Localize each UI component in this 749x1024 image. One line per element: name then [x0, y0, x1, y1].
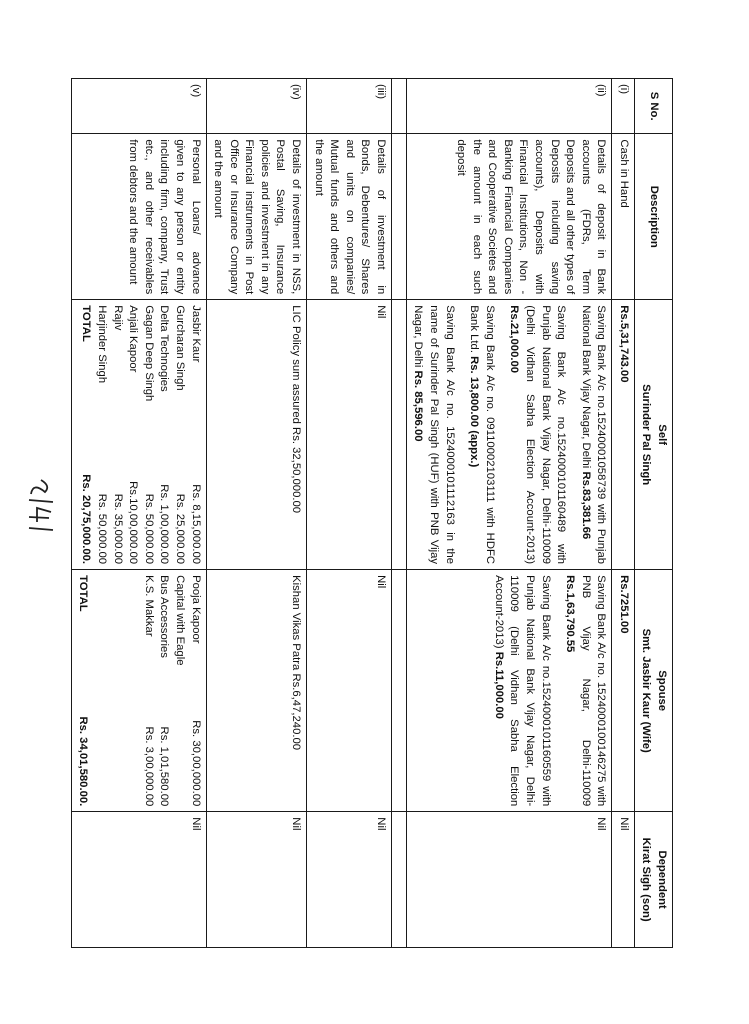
spouse-total-label: TOTAL [77, 575, 90, 612]
spouse-account-2 [490, 575, 552, 806]
loan-name: Gagan Deep Singh [142, 305, 155, 402]
header-row [634, 79, 672, 948]
self-loan-entry [140, 305, 156, 564]
self-account-2 [506, 305, 568, 564]
header-spouse [634, 570, 672, 812]
row-3-sno: (iii) [307, 79, 392, 134]
self-loan-entry [171, 305, 187, 564]
header-dependent-name: Kirat Sigh (son) [640, 837, 653, 922]
row-2-sno: (ii) [406, 79, 611, 134]
loan-amount: Rs. 3,00,000.00 [142, 726, 155, 807]
header-sno: S No. [634, 79, 672, 134]
loan-name: Bus Accessories [158, 575, 171, 658]
spouse-account-2-text: Saving Bank A/c no.1524000101160559 with Punjab National Bank Vijay Nagar, Delhi-110009 (Delhi Vidhan Sabha Election Account-2013) [492, 575, 552, 807]
loan-name: Jasbir Kaur [189, 305, 202, 363]
spouse-loan-entry [140, 575, 156, 806]
loan-amount: Rs.10,00,000.00 [127, 481, 140, 565]
self-account-3-amount: Rs. 13,800.00 (appx.) [468, 356, 481, 468]
loan-name: Delta Technogies [158, 305, 171, 392]
row-4-self: LIC Policy sum assured Rs. 32,50,000.00 [206, 300, 306, 570]
row-4-spouse: Kishan Vikas Patra Rs.6,47,240.00 [206, 570, 306, 812]
self-total-label: TOTAL [80, 305, 93, 342]
spacer-cell [391, 134, 406, 300]
self-account-4-amount: Rs. 85,596.00 [412, 370, 425, 442]
loan-name: Gurcharan Singh [173, 305, 186, 391]
handwritten-page-number [23, 472, 63, 552]
self-loan-entry [94, 305, 110, 564]
self-account-1 [577, 305, 608, 564]
loan-amount: Rs. 25,000.00 [173, 493, 186, 565]
spouse-loans-total [75, 575, 91, 806]
row-5-self [71, 300, 206, 570]
self-loans-total [78, 305, 94, 564]
loan-name: Rajiv [111, 305, 124, 331]
loan-amount: Rs. 30,00,000.00 [189, 720, 202, 807]
row-2-description: Details of deposit in Bank accounts (FDRs, Term Deposits and all other types of Deposits including saving accounts), Deposits with Financial Institutions, Non - Banking Financial Companies and Cooperative Societes and the amount in each such deposit [406, 134, 611, 300]
self-account-4 [410, 305, 457, 564]
spouse-loan-entry [156, 575, 172, 806]
loan-name: Harjinder Singh [96, 305, 109, 384]
spouse-loans-gap [90, 575, 140, 806]
row-3-self: Nil [307, 300, 392, 570]
loan-name: Anjali Kapoor [127, 305, 140, 373]
self-account-3 [466, 305, 497, 564]
self-total-amount: Rs. 20,75,000.00. [80, 474, 93, 565]
spouse-account-1-amount: Rs.1,63,790.55 [564, 575, 577, 653]
row-2-spouse [406, 570, 611, 812]
self-loan-entry [125, 305, 141, 564]
self-account-1-amount: Rs.83,381.66 [579, 471, 592, 540]
loan-name: K.S. Makkar [142, 575, 155, 637]
header-self-title: Self [656, 424, 668, 445]
spacer-cell [391, 79, 406, 134]
row-1-description: Cash in Hand [612, 134, 635, 300]
row-2-self [406, 300, 611, 570]
row-1-self: Rs.5,31,743.00 [612, 300, 635, 570]
spacer-cell [391, 812, 406, 948]
loan-name: Capital with Eagle [173, 575, 186, 666]
header-spouse-name: Smt. Jasbir Kaur (Wife) [640, 628, 653, 753]
spouse-account-2-amount: Rs.11,000.00 [492, 651, 505, 719]
loan-name: Pooja Kapoor [189, 575, 202, 644]
row-1-sno: (i) [612, 79, 635, 134]
row-nss-insurance [206, 79, 306, 948]
row-cash-in-hand [612, 79, 635, 948]
spouse-account-1-text: Saving Bank A/c no. 1524000100146275 with PNB Vijay Nagar, Delhi-110009 [579, 575, 608, 807]
row-bank-deposits [406, 79, 611, 948]
header-dependent-title: Dependent [656, 850, 668, 909]
row-5-description: Personal Loans/ advance given to any person or entity including firm, company, Trust etc., and other receivables from debtors and the amount [71, 134, 206, 300]
row-3-spouse: Nil [307, 570, 392, 812]
row-3-description: Details of investment in Bonds, Debentures/ Shares and units on companies/ Mutual funds and others and the amount [307, 134, 392, 300]
assets-table [71, 78, 673, 948]
row-3-dependent: Nil [307, 812, 392, 948]
row-4-description: Details of investment in NSS, Postal Saving, Insurance policies and investment in any Financial instruments in Post Office or Insurance Company and the amount [206, 134, 306, 300]
loan-amount: Rs. 1,01,580.00 [158, 726, 171, 807]
row-5-spouse [71, 570, 206, 812]
row-1-dependent: Nil [612, 812, 635, 948]
self-account-2-amount: Rs.21,000.00 [508, 305, 521, 374]
header-dependent [634, 812, 672, 948]
spouse-loan-entry [187, 575, 203, 806]
loan-amount: Rs. 8,15,000.00 [189, 484, 202, 565]
header-description: Description [634, 134, 672, 300]
self-account-1-text: Saving Bank A/c no.15240001058739 with Punjab National Bank Vijay Nagar, Delhi [579, 305, 608, 565]
spacer-cell [391, 300, 406, 570]
self-account-3-text: Saving Bank A/c no. 09110002103111 with HDFC Bank Ltd. [468, 305, 496, 565]
loan-amount: Rs. 50,000.00 [96, 493, 109, 565]
loan-amount: Rs. 50,000.00 [142, 493, 155, 565]
row-personal-loans [71, 79, 206, 948]
header-spouse-title: Spouse [656, 670, 668, 712]
loan-amount: Rs. 1,00,000.00 [158, 484, 171, 565]
spacer-cell [391, 570, 406, 812]
self-loan-entry [156, 305, 172, 564]
row-4-sno: (iv) [206, 79, 306, 134]
row-1-spouse: Rs.7251.00 [612, 570, 635, 812]
header-self [634, 300, 672, 570]
spacer-row [391, 79, 406, 948]
spouse-total-amount: Rs. 34,01,580.00. [77, 716, 90, 807]
self-loan-entry [109, 305, 125, 564]
row-5-dependent: Nil [71, 812, 206, 948]
header-self-name: Surinder Pal Singh [640, 384, 653, 486]
row-2-dependent: Nil [406, 812, 611, 948]
self-account-2-text: Saving Bank A/c no.1524000101160489 with Punjab National Bank Vijay Nagar, Delhi-110009 (Delhi Vidhan Sabha Election Account-2013) [523, 305, 568, 565]
loan-amount: Rs. 35,000.00 [111, 493, 124, 565]
row-bonds-shares [307, 79, 392, 948]
self-loan-entry [187, 305, 203, 564]
spouse-account-1 [562, 575, 609, 806]
spouse-loan-entry [171, 575, 187, 806]
self-account-4-text: Saving Bank A/c no. 1524000101112163 in the name of Surinder Pal Singh (HUF) with PNB Vijay Nagar, Delhi [412, 305, 456, 565]
row-5-sno: (v) [71, 79, 206, 134]
row-4-dependent: Nil [206, 812, 306, 948]
